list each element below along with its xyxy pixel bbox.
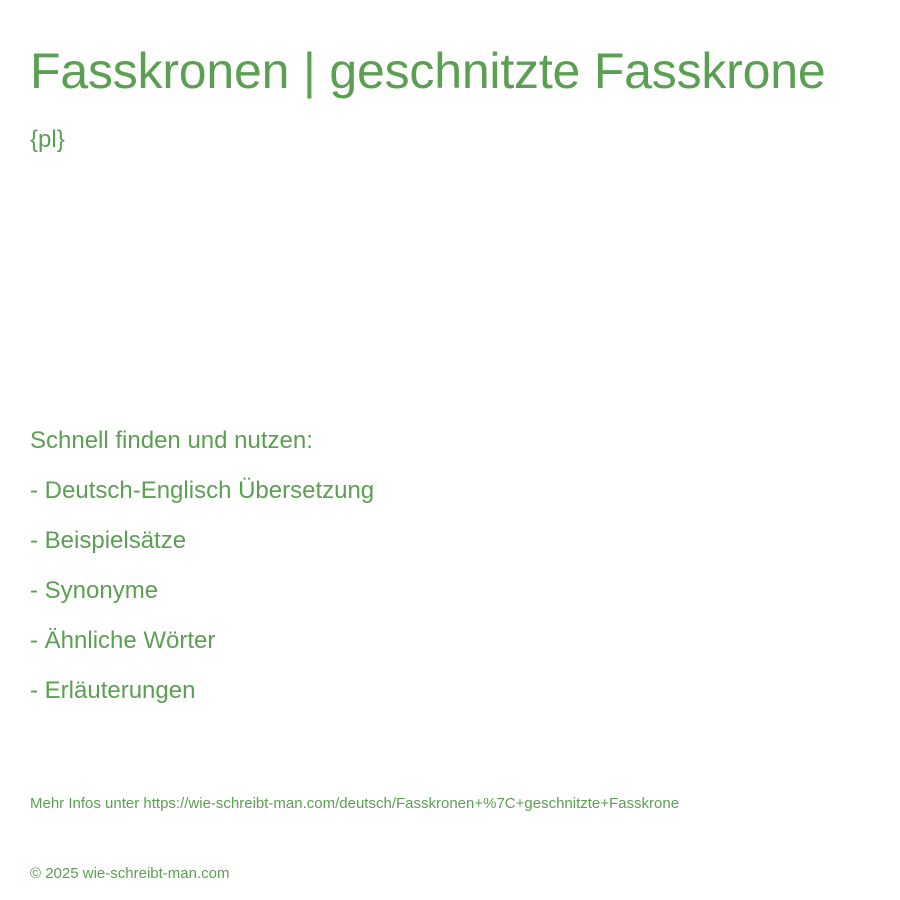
copyright-notice: © 2025 wie-schreibt-man.com	[30, 865, 230, 882]
more-info-link-text: Mehr Infos unter https://wie-schreibt-man.com/deutsch/Fasskronen+%7C+geschnitzte+Fasskrone	[30, 795, 680, 812]
feature-item-example-sentences: - Beispielsätze	[30, 527, 187, 554]
features-list	[30, 474, 374, 708]
feature-item-explanations: - Erläuterungen	[30, 677, 196, 704]
features-section	[30, 424, 374, 724]
feature-item-synonyms: - Synonyme	[30, 577, 159, 604]
features-heading: Schnell finden und nutzen:	[30, 427, 313, 454]
page-title: Fasskronen | geschnitzte Fasskrone	[30, 43, 826, 99]
feature-item-similar-words: - Ähnliche Wörter	[30, 627, 216, 654]
plural-marker: {pl}	[30, 126, 65, 153]
feature-item-translation: - Deutsch-Englisch Übersetzung	[30, 477, 375, 504]
